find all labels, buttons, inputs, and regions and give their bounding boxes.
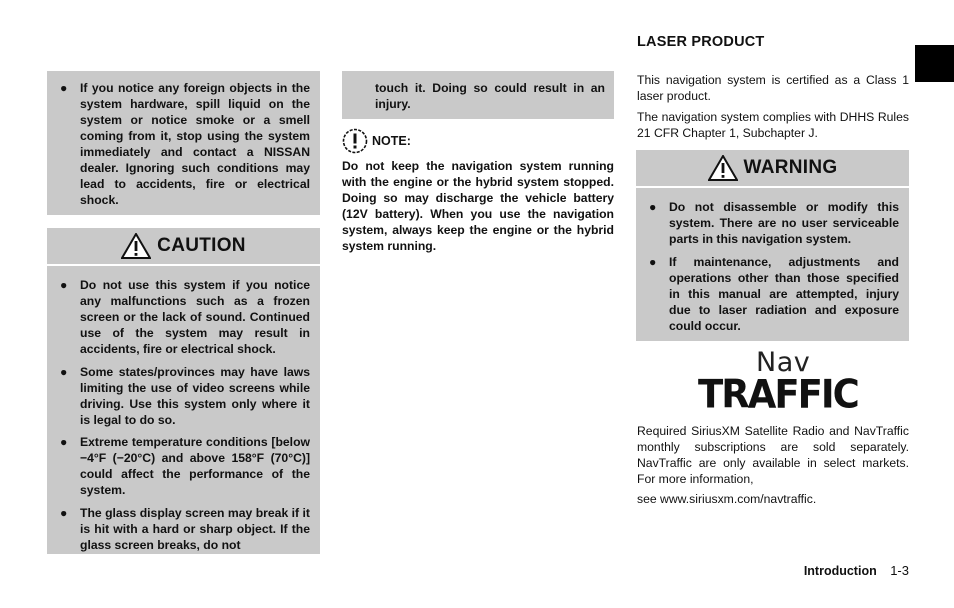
- logo-traffic-text: TRAFFIC: [698, 371, 858, 418]
- subscription-paragraph: Required SiriusXM Satellite Radio and NavTraffic monthly subscriptions are sold separately. NavTraffic are only available in select markets. For more information,: [637, 424, 909, 486]
- navtraffic-logo: [698, 347, 858, 418]
- chapter-tab: [915, 45, 954, 82]
- list-item: ● Do not disassemble or modify this system. There are no user serviceable parts in this navigation system.: [649, 200, 899, 246]
- list-item: ● If maintenance, adjustments and operations other than those specified in this manual are attempted, injury due to laser radiation and exposure could occur.: [649, 255, 899, 333]
- footer: [760, 563, 909, 578]
- note-label: NOTE:: [372, 134, 411, 148]
- caution-header: [47, 228, 320, 266]
- caution-title: CAUTION: [157, 235, 246, 256]
- note-header: [342, 128, 411, 154]
- laser-paragraph-2: The navigation system complies with DHHS Rules 21 CFR Chapter 1, Subchapter J.: [637, 110, 909, 140]
- warning-triangle-icon: [708, 155, 738, 181]
- laser-paragraph-1: This navigation system is certified as a Class 1 laser product.: [637, 73, 909, 103]
- list-item: ● If you notice any foreign objects in the system hardware, spill liquid on the system or notice smoke or a smell coming from it, stop using the system immediately and contact a NISSAN dealer. Ignoring such conditions may lead to accidents, fire or electrical shock.: [60, 81, 310, 207]
- warning-triangle-icon: [121, 233, 151, 259]
- exclamation-circle-icon: [342, 128, 368, 154]
- caution-continued-text: touch it. Doing so could result in an injury.: [375, 81, 605, 111]
- website-paragraph: see www.siriusxm.com/navtraffic.: [637, 492, 817, 506]
- warning-title: WARNING: [743, 157, 838, 178]
- page-number: 1-3: [890, 563, 909, 578]
- warning-header: [636, 150, 909, 188]
- logo-nav-text: Nav: [756, 347, 811, 378]
- list-item: ● Do not use this system if you notice any malfunctions such as a frozen screen or the lack of sound. Continued use of the system may result in accidents, fire or electrical shock.: [60, 278, 310, 356]
- section-heading: LASER PRODUCT: [637, 34, 765, 50]
- list-item: ● Some states/provinces may have laws limiting the use of video screens while driving. Use this system only where it is legal to do so.: [60, 365, 310, 427]
- list-item: ● Extreme temperature conditions [below −4°F (−20°C) and above 158°F (70°C)] could affect the performance of the system.: [60, 435, 310, 497]
- note-text: Do not keep the navigation system running with the engine or the hybrid system stopped. Doing so may discharge the vehicle battery (12V battery). When you use the navigation system, always keep the engine or the hybrid system running.: [342, 159, 614, 253]
- list-item: ● The glass display screen may break if it is hit with a hard or sharp object. If the glass screen breaks, do not: [60, 506, 310, 552]
- footer-section: Introduction: [803, 564, 877, 578]
